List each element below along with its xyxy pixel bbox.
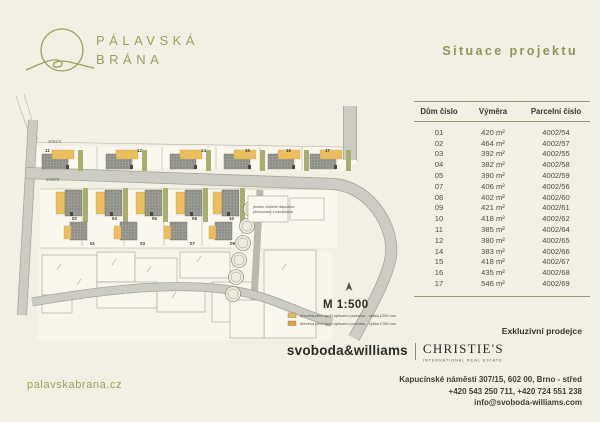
table-cell: 418 m²: [481, 257, 505, 267]
brand-name-line1: PÁLAVSKÁ: [96, 33, 199, 48]
house-accent: [114, 226, 121, 239]
table-cell: 04: [434, 160, 444, 170]
table-body: [414, 122, 590, 297]
table-cell: 382 m²: [481, 160, 505, 170]
table-cell: 4002/62: [542, 214, 570, 224]
table-row: [414, 224, 590, 235]
house-accent: [96, 192, 105, 214]
table-cell: 4002/65: [542, 235, 570, 245]
table-row: [414, 213, 590, 224]
table-row: [414, 246, 590, 257]
table-cell: 4002/68: [542, 268, 570, 278]
note-line-2: přesouvaný s označením: [253, 210, 293, 214]
table-row: [414, 192, 590, 203]
christies-subtitle: INTERNATIONAL REAL ESTATE: [422, 358, 503, 363]
house-accent: [176, 192, 185, 214]
plot-number: 17: [325, 148, 330, 153]
parcel-label: 4002/4: [48, 139, 62, 144]
table-cell: 4002/66: [542, 246, 570, 256]
table-cell: 07: [434, 181, 444, 191]
legend-label: dřevěná plná výplň oplocení pozemku - výška 1750 mm: [300, 321, 397, 326]
table-cell: 418 m²: [481, 214, 505, 224]
house-accent: [136, 192, 145, 214]
garden-strip: [163, 188, 168, 222]
house-roof: [65, 190, 82, 216]
house-accent: [213, 192, 222, 214]
col-parcel-number: Parcelní číslo: [530, 107, 582, 116]
table-row: [414, 149, 590, 160]
plot-number: 09: [230, 241, 235, 246]
table-cell: 17: [434, 279, 444, 289]
brand-name-line2: BRÁNA: [96, 52, 164, 67]
table-cell: 4002/57: [542, 138, 570, 148]
house-roof: [105, 190, 122, 216]
parcels-table: [414, 101, 590, 297]
table-cell: 546 m²: [481, 279, 505, 289]
table-cell: 08: [434, 192, 444, 202]
garden-strip: [260, 150, 265, 171]
logo-divider: [415, 343, 416, 360]
house-detail: [334, 165, 337, 169]
table-cell: 16: [434, 268, 444, 278]
garden-strip: [123, 188, 128, 222]
table-cell: 10: [434, 214, 444, 224]
table-cell: 09: [434, 203, 444, 213]
table-cell: 11: [435, 225, 443, 235]
table-row: [414, 170, 590, 181]
plot-number: 02: [72, 216, 77, 221]
house-accent: [52, 150, 74, 159]
table-cell: 420 m²: [481, 127, 505, 137]
table-row: [414, 127, 590, 138]
house-detail: [194, 165, 197, 169]
contact-email[interactable]: info@svoboda-williams.com: [474, 398, 582, 407]
table-header: [414, 102, 590, 122]
table-cell: 390 m²: [481, 171, 505, 181]
house-roof: [70, 222, 87, 240]
svoboda-williams-logo: svoboda&williams: [286, 343, 408, 358]
plot-number: 08: [192, 216, 197, 221]
road-label: 4002/3: [46, 177, 60, 182]
plot-number: 11: [45, 148, 50, 153]
garden-strip: [206, 150, 211, 171]
house-accent: [64, 226, 71, 239]
plot-number: 10: [229, 216, 234, 221]
garden-strip: [240, 188, 245, 222]
site-plan-map: [2, 90, 404, 346]
house-accent: [320, 150, 342, 159]
table-cell: 406 m²: [481, 181, 505, 191]
plot-number: 05: [152, 216, 157, 221]
garden-strip: [203, 188, 208, 222]
house-roof: [215, 222, 232, 240]
note-annotation: [248, 196, 324, 222]
plot-number: 07: [190, 241, 195, 246]
brand-name: [96, 31, 199, 69]
table-cell: 01: [434, 127, 444, 137]
house-accent: [209, 226, 216, 239]
house-accent: [164, 226, 171, 239]
table-cell: 383 m²: [481, 246, 505, 256]
table-cell: 380 m²: [481, 235, 505, 245]
col-house-number: Dům číslo: [420, 107, 458, 116]
garden-strip: [142, 150, 147, 171]
table-cell: 402 m²: [481, 192, 505, 202]
house-detail: [248, 165, 251, 169]
table-row: [414, 203, 590, 214]
table-cell: 421 m²: [481, 203, 505, 213]
table-cell: 392 m²: [481, 149, 505, 159]
table-cell: 4002/59: [542, 171, 570, 181]
table-cell: 02: [434, 138, 444, 148]
table-row: [414, 181, 590, 192]
contact-address: Kapucínské náměstí 307/15, 602 00, Brno - střed: [399, 375, 582, 384]
table-cell: 4002/67: [542, 257, 570, 267]
house-detail: [130, 165, 133, 169]
legend-swatch: [288, 321, 296, 326]
house-accent: [56, 192, 65, 214]
christies-wordmark: CHRISTIE'S: [422, 341, 504, 356]
table-cell: 385 m²: [481, 225, 505, 235]
christies-logo: [423, 341, 582, 367]
table-row: [414, 267, 590, 278]
brand-logo-icon: [24, 18, 96, 86]
plot-number: 16: [286, 148, 291, 153]
garden-strip: [304, 150, 309, 171]
garden-strip: [83, 188, 88, 222]
table-cell: 4002/61: [542, 203, 570, 213]
house-detail: [66, 165, 69, 169]
plot-number: 12: [137, 148, 142, 153]
note-line-1: prostor zrušené dispozice: [253, 205, 294, 209]
garden-strip: [78, 150, 83, 171]
page-title: Situace projektu: [442, 44, 578, 58]
contact-phones: +420 543 250 711, +420 724 551 238: [448, 386, 582, 396]
plot-number: 03: [140, 241, 145, 246]
house-accent: [116, 150, 138, 159]
table-cell: 435 m²: [481, 268, 505, 278]
table-cell: 12: [434, 235, 444, 245]
col-area: Výměra: [478, 107, 508, 116]
table-cell: 15: [434, 257, 444, 267]
table-cell: 4002/69: [542, 279, 570, 289]
north-arrow-icon: [346, 282, 353, 291]
table-cell: 464 m²: [481, 138, 505, 148]
house-roof: [170, 222, 187, 240]
plot-number: 04: [112, 216, 117, 221]
table-cell: 4002/60: [542, 192, 570, 202]
plot-number: 14: [201, 148, 206, 153]
house-roof: [120, 222, 137, 240]
exclusive-seller-label: Exkluzivní prodejce: [501, 326, 582, 336]
plot-number: 15: [245, 148, 250, 153]
table-cell: 05: [434, 171, 444, 181]
table-row: [414, 138, 590, 149]
agency-logos: [287, 341, 582, 367]
garden-strip: [346, 150, 351, 171]
table-cell: 4002/58: [542, 160, 570, 170]
legend-label: dřevěná plná výplň oplocení pozemku - výška 1200 mm: [300, 313, 397, 318]
table-cell: 4002/56: [542, 181, 570, 191]
plot-number: 01: [90, 241, 95, 246]
contact-block: [399, 374, 582, 409]
table-cell: 4002/64: [542, 225, 570, 235]
website-link[interactable]: palavskabrana.cz: [27, 379, 123, 391]
house-roof: [145, 190, 162, 216]
table-row: [414, 159, 590, 170]
table-row: [414, 257, 590, 268]
legend-swatch: [288, 313, 296, 318]
house-accent: [180, 150, 202, 159]
table-row: [414, 278, 590, 289]
table-row: [414, 235, 590, 246]
table-cell: 4002/55: [542, 149, 570, 159]
table-cell: 4002/54: [542, 127, 570, 137]
house-detail: [292, 165, 295, 169]
scale-label: M 1:500: [323, 299, 369, 311]
table-cell: 14: [434, 246, 444, 256]
house-roof: [222, 190, 239, 216]
table-cell: 03: [434, 149, 444, 159]
house-roof: [185, 190, 202, 216]
